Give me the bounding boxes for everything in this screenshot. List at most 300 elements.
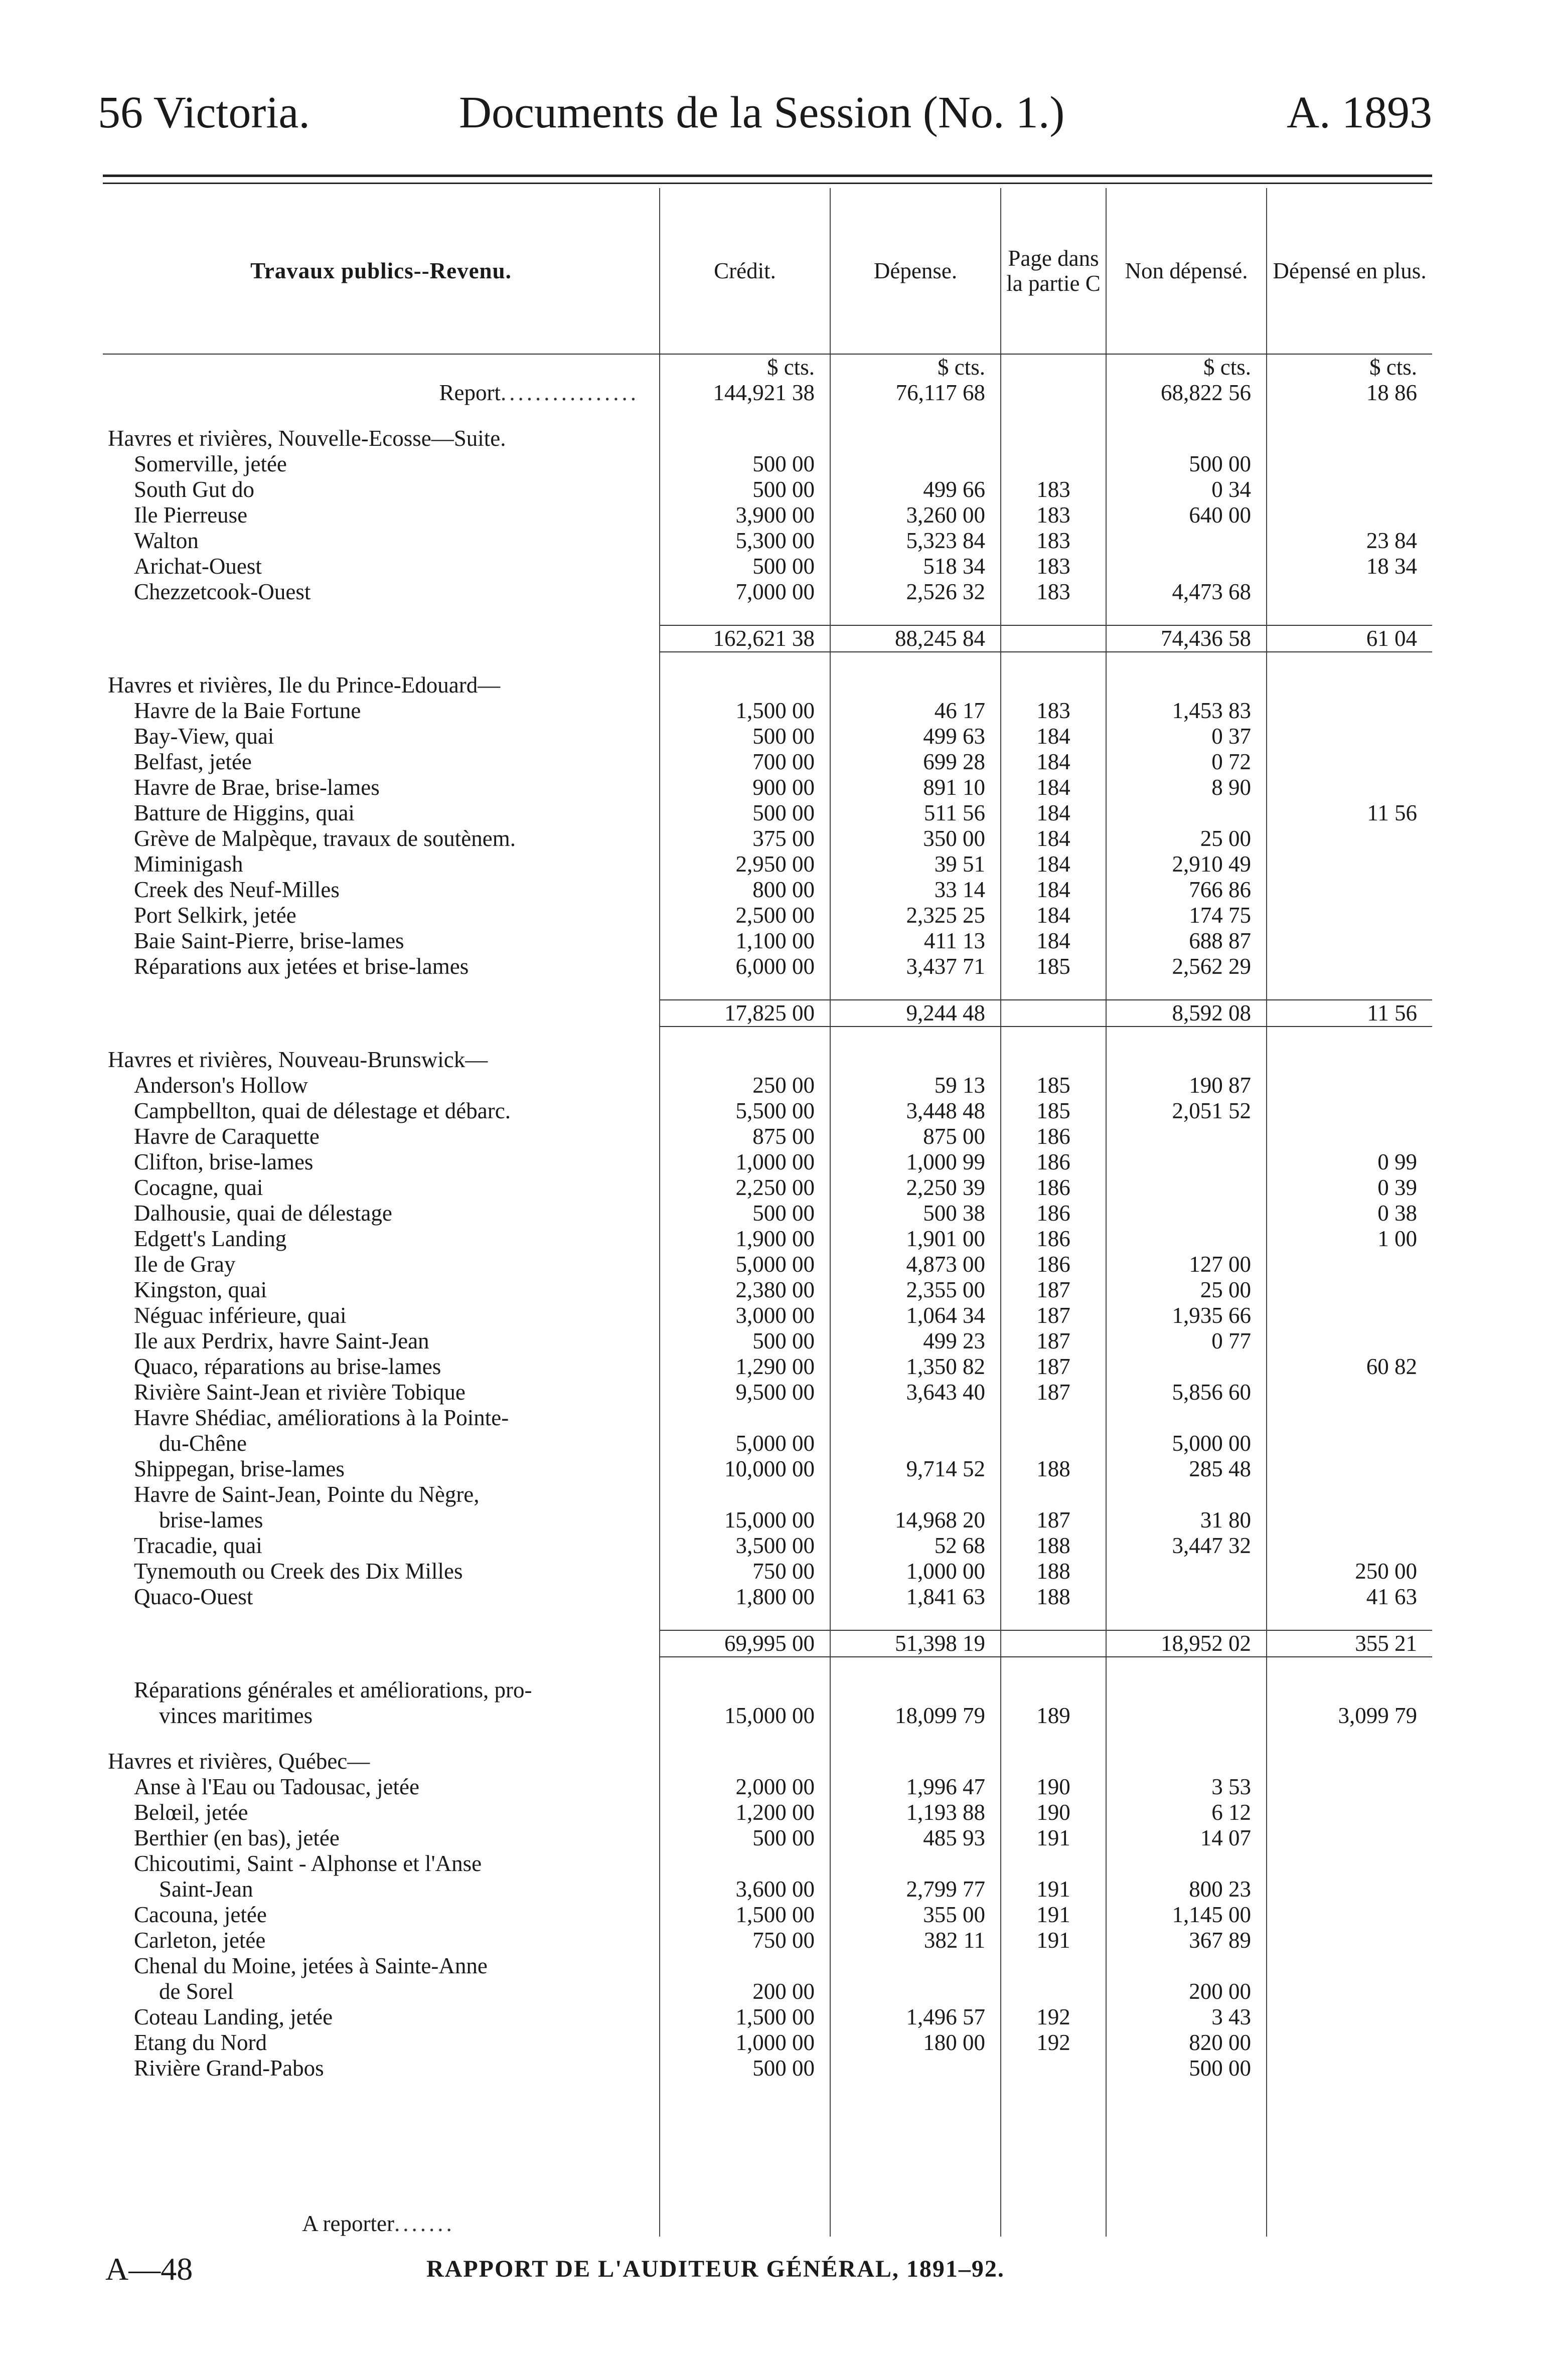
table-row-label: Cocagne, quai xyxy=(134,1175,263,1200)
table-row xyxy=(103,2030,1432,2056)
table-row-page: 191 xyxy=(1001,1902,1106,1928)
table-row xyxy=(103,698,1432,724)
table-row-en-plus xyxy=(1267,1073,1432,1098)
general-repairs-row-label: vinces maritimes xyxy=(159,1703,313,1728)
empty-cell xyxy=(1267,605,1432,625)
column-header-non-depense: Non dépensé. xyxy=(1106,188,1267,354)
empty-cell xyxy=(1106,426,1267,451)
empty-cell xyxy=(660,1657,830,1677)
spacer-cell xyxy=(103,1610,660,1630)
filler-row xyxy=(103,2081,1432,2211)
table-row-page: 184 xyxy=(1001,903,1106,928)
table-row-page: 186 xyxy=(1001,1252,1106,1277)
table-row-credit: 500 00 xyxy=(660,724,830,749)
table-row xyxy=(103,1825,1432,1851)
table-row-credit: 2,000 00 xyxy=(660,1774,830,1800)
table-row-non-depense xyxy=(1106,1354,1267,1380)
column-header-page: Page dans la partie C xyxy=(1001,188,1106,354)
spacer-row xyxy=(103,1657,1432,1677)
table-row-page: 185 xyxy=(1001,1073,1106,1098)
table-row-label: Cacouna, jetée xyxy=(134,1902,267,1927)
table-row-depense: 350 00 xyxy=(830,826,1001,852)
table-row-label: Belfast, jetée xyxy=(134,749,252,774)
units-row xyxy=(103,354,1432,380)
table-row-en-plus xyxy=(1267,928,1432,954)
report-row: Report................ 144,921 38 76,117 68 68,822 56 18 86 xyxy=(103,380,1432,406)
table-row-depense: 9,714 52 xyxy=(830,1456,1001,1482)
table-row-en-plus xyxy=(1267,852,1432,877)
table-row-en-plus xyxy=(1267,1098,1432,1124)
subtotal-row xyxy=(103,1000,1432,1027)
table-row-credit: 500 00 xyxy=(660,1201,830,1226)
table-row-depense xyxy=(830,1431,1001,1456)
table-row-page: 186 xyxy=(1001,1226,1106,1252)
table-row-label: Clifton, brise-lames xyxy=(134,1149,314,1174)
empty-cell xyxy=(1001,426,1106,451)
table-row-credit: 1,500 00 xyxy=(660,2004,830,2030)
table-row-label: Anderson's Hollow xyxy=(134,1073,308,1098)
unit-credit: $ cts. xyxy=(660,354,830,380)
empty-cell xyxy=(1106,672,1267,698)
empty-cell xyxy=(1106,406,1267,426)
table-row-page: 183 xyxy=(1001,477,1106,502)
table-row-depense: 499 63 xyxy=(830,724,1001,749)
section-heading: Havres et rivières, Ile du Prince-Edouard— xyxy=(108,672,501,698)
table-row-page: 184 xyxy=(1001,826,1106,852)
table-row-credit: 15,000 00 xyxy=(660,1507,830,1533)
spacer-row xyxy=(103,652,1432,672)
empty-cell xyxy=(830,1851,1001,1877)
table-row-page: 184 xyxy=(1001,800,1106,826)
table-row xyxy=(103,1584,1432,1610)
carry-forward-row xyxy=(103,2211,1432,2237)
column-header-depense: Dépense. xyxy=(830,188,1001,354)
table-row-en-plus xyxy=(1267,1277,1432,1303)
table-row-credit: 800 00 xyxy=(660,877,830,903)
table-row-depense: 2,526 32 xyxy=(830,579,1001,605)
table-row-depense: 33 14 xyxy=(830,877,1001,903)
table-row-en-plus xyxy=(1267,1774,1432,1800)
empty-cell xyxy=(1001,672,1106,698)
subtotal-label-cell xyxy=(103,1630,660,1657)
table-row-non-depense: 25 00 xyxy=(1106,826,1267,852)
empty-cell xyxy=(830,2081,1001,2211)
table-row-depense: 2,250 39 xyxy=(830,1175,1001,1201)
table-row-credit: 3,500 00 xyxy=(660,1533,830,1559)
unit-depense: $ cts. xyxy=(830,354,1001,380)
table-row-non-depense: 766 86 xyxy=(1106,877,1267,903)
empty-cell xyxy=(1001,1953,1106,1979)
table-row-en-plus: 0 38 xyxy=(1267,1201,1432,1226)
table-row xyxy=(103,1073,1432,1098)
table-row xyxy=(103,477,1432,502)
empty-cell xyxy=(1267,979,1432,1000)
table-row-depense: 1,350 82 xyxy=(830,1354,1001,1380)
table-row xyxy=(103,1928,1432,1953)
table-row xyxy=(103,1902,1432,1928)
table-row-credit: 1,900 00 xyxy=(660,1226,830,1252)
table-row-depense: 14,968 20 xyxy=(830,1507,1001,1533)
table-row-depense: 46 17 xyxy=(830,698,1001,724)
table-row-non-depense xyxy=(1106,1201,1267,1226)
table-row xyxy=(103,1303,1432,1328)
table-row xyxy=(103,1201,1432,1226)
unit-en-plus: $ cts. xyxy=(1267,354,1432,380)
table-row xyxy=(103,1380,1432,1405)
table-row-depense: 52 68 xyxy=(830,1533,1001,1559)
empty-cell xyxy=(1106,1851,1267,1877)
table-row-non-depense: 174 75 xyxy=(1106,903,1267,928)
table-row-depense: 2,799 77 xyxy=(830,1877,1001,1902)
empty-cell xyxy=(1267,1027,1432,1047)
table-row-label: Creek des Neuf-Milles xyxy=(134,877,340,902)
session-year: 56 Victoria. xyxy=(98,88,310,137)
table-row-label: Havre Shédiac, améliorations à la Pointe- xyxy=(134,1405,509,1430)
empty-cell xyxy=(1001,652,1106,672)
table-row xyxy=(103,775,1432,800)
table-row-en-plus xyxy=(1267,1380,1432,1405)
table-row-credit: 3,600 00 xyxy=(660,1877,830,1902)
table-row-page xyxy=(1001,1979,1106,2004)
table-row-label: Chenal du Moine, jetées à Sainte-Anne xyxy=(134,1953,488,1978)
spacer-row xyxy=(103,1729,1432,1749)
table-row-page: 191 xyxy=(1001,1825,1106,1851)
table-row-non-depense: 5,856 60 xyxy=(1106,1380,1267,1405)
table-row-label: Kingston, quai xyxy=(134,1277,267,1302)
table-row xyxy=(103,1277,1432,1303)
table-row-depense: 1,064 34 xyxy=(830,1303,1001,1328)
empty-cell xyxy=(1106,1610,1267,1630)
table-row-page: 186 xyxy=(1001,1149,1106,1175)
empty-cell xyxy=(660,1953,830,1979)
table-row-depense: 3,437 71 xyxy=(830,954,1001,979)
table-row-non-depense xyxy=(1106,554,1267,579)
empty-cell xyxy=(830,652,1001,672)
table-row-non-depense: 285 48 xyxy=(1106,1456,1267,1482)
table-row-depense: 411 13 xyxy=(830,928,1001,954)
section-heading-row xyxy=(103,1749,1432,1774)
table-row-page: 183 xyxy=(1001,698,1106,724)
subtotal-credit: 17,825 00 xyxy=(660,1000,830,1027)
table-row-page: 187 xyxy=(1001,1303,1106,1328)
table-row-credit: 700 00 xyxy=(660,749,830,775)
table-row xyxy=(103,749,1432,775)
empty-cell xyxy=(1106,1677,1267,1703)
table-row-credit: 375 00 xyxy=(660,826,830,852)
empty-cell xyxy=(1267,652,1432,672)
empty-cell xyxy=(1001,1482,1106,1507)
table-row-label: Saint-Jean xyxy=(159,1877,253,1902)
table-row-page: 183 xyxy=(1001,554,1106,579)
table-row-page: 191 xyxy=(1001,1877,1106,1902)
table-row-credit: 9,500 00 xyxy=(660,1380,830,1405)
empty-cell xyxy=(830,1027,1001,1047)
general-repairs-row xyxy=(103,1677,1432,1703)
empty-cell xyxy=(660,2211,830,2237)
table-row-non-depense: 6 12 xyxy=(1106,1800,1267,1825)
table-row-page: 184 xyxy=(1001,724,1106,749)
table-row xyxy=(103,1482,1432,1507)
page-number: A—48 xyxy=(105,2251,193,2287)
table-row xyxy=(103,1877,1432,1902)
table-row-depense: 1,000 00 xyxy=(830,1559,1001,1584)
table-row-label: Tracadie, quai xyxy=(134,1533,262,1558)
empty-cell xyxy=(1267,672,1432,698)
table-row xyxy=(103,1098,1432,1124)
table-row-en-plus: 0 99 xyxy=(1267,1149,1432,1175)
table-row-en-plus: 60 82 xyxy=(1267,1354,1432,1380)
accounts-table xyxy=(103,188,1432,2237)
subtotal-non-depense: 18,952 02 xyxy=(1106,1630,1267,1657)
subtotal-page xyxy=(1001,625,1106,652)
table-row-credit: 500 00 xyxy=(660,554,830,579)
subtotal-credit: 69,995 00 xyxy=(660,1630,830,1657)
table-row-non-depense xyxy=(1106,528,1267,554)
table-row-en-plus xyxy=(1267,1303,1432,1328)
subtotal-en-plus: 11 56 xyxy=(1267,1000,1432,1027)
table-row-label: Carleton, jetée xyxy=(134,1928,266,1953)
table-row-label: Havre de Saint-Jean, Pointe du Nègre, xyxy=(134,1482,480,1507)
table-row-credit: 1,200 00 xyxy=(660,1800,830,1825)
table-row-depense: 2,355 00 xyxy=(830,1277,1001,1303)
empty-cell xyxy=(1267,1677,1432,1703)
table-row-page: 183 xyxy=(1001,579,1106,605)
table-row-credit: 1,800 00 xyxy=(660,1584,830,1610)
table-row-depense: 1,193 88 xyxy=(830,1800,1001,1825)
spacer-cell xyxy=(103,406,660,426)
filler-cell xyxy=(103,2081,660,2211)
table-row-non-depense: 367 89 xyxy=(1106,1928,1267,1953)
spacer-cell xyxy=(103,1657,660,1677)
empty-cell xyxy=(660,1677,830,1703)
table-row-en-plus xyxy=(1267,2030,1432,2056)
table-row-en-plus xyxy=(1267,749,1432,775)
empty-cell xyxy=(1001,1729,1106,1749)
table-row-credit: 1,290 00 xyxy=(660,1354,830,1380)
spacer-row xyxy=(103,979,1432,1000)
table-row-en-plus xyxy=(1267,1431,1432,1456)
table-row-credit: 1,100 00 xyxy=(660,928,830,954)
table-row-depense: 699 28 xyxy=(830,749,1001,775)
empty-cell xyxy=(660,1405,830,1431)
empty-cell xyxy=(1267,1953,1432,1979)
empty-cell xyxy=(830,979,1001,1000)
empty-cell xyxy=(830,605,1001,625)
column-header-row xyxy=(103,188,1432,354)
table-row-page: 184 xyxy=(1001,928,1106,954)
page-footer xyxy=(105,2247,1430,2297)
table-row-en-plus xyxy=(1267,775,1432,800)
table-row-en-plus xyxy=(1267,1825,1432,1851)
section-heading: Havres et rivières, Nouveau-Brunswick— xyxy=(108,1047,488,1072)
empty-cell xyxy=(660,406,830,426)
table-row-label: Belœil, jetée xyxy=(134,1800,248,1825)
table-row-depense: 1,901 00 xyxy=(830,1226,1001,1252)
table-row-label: Arichat-Ouest xyxy=(134,554,262,579)
empty-cell xyxy=(1001,1610,1106,1630)
table-row xyxy=(103,1953,1432,1979)
table-row-credit: 500 00 xyxy=(660,477,830,502)
table-row-credit: 5,000 00 xyxy=(660,1252,830,1277)
table-row xyxy=(103,1226,1432,1252)
table-row-page: 191 xyxy=(1001,1928,1106,1953)
table-row-label: Anse à l'Eau ou Tadousac, jetée xyxy=(134,1774,419,1799)
table-row-label: brise-lames xyxy=(159,1507,263,1533)
table-row-credit: 875 00 xyxy=(660,1124,830,1149)
table-row-depense: 1,496 57 xyxy=(830,2004,1001,2030)
table-row xyxy=(103,1851,1432,1877)
empty-cell xyxy=(1001,1657,1106,1677)
table-row-credit: 500 00 xyxy=(660,800,830,826)
empty-cell xyxy=(1001,2081,1106,2211)
report-credit: 144,921 38 xyxy=(660,380,830,406)
table-row-page: 183 xyxy=(1001,528,1106,554)
table-row-depense: 499 23 xyxy=(830,1328,1001,1354)
subtotal-page xyxy=(1001,1630,1106,1657)
empty-cell xyxy=(830,672,1001,698)
table-row-en-plus xyxy=(1267,698,1432,724)
table-row-page: 192 xyxy=(1001,2004,1106,2030)
table-row-credit: 1,000 00 xyxy=(660,1149,830,1175)
empty-cell xyxy=(830,1953,1001,1979)
table-row-page: 187 xyxy=(1001,1328,1106,1354)
table-row-credit: 7,000 00 xyxy=(660,579,830,605)
table-row-depense: 39 51 xyxy=(830,852,1001,877)
table-row-en-plus: 250 00 xyxy=(1267,1559,1432,1584)
table-row-page: 192 xyxy=(1001,2030,1106,2056)
table-row-credit: 2,950 00 xyxy=(660,852,830,877)
table-row-non-depense: 8 90 xyxy=(1106,775,1267,800)
table-row xyxy=(103,451,1432,477)
table-row-label: Batture de Higgins, quai xyxy=(134,800,355,825)
table-row-label: Somerville, jetée xyxy=(134,451,287,476)
table-row-label: Walton xyxy=(134,528,199,553)
table-row-page: 188 xyxy=(1001,1584,1106,1610)
table-row-non-depense: 640 00 xyxy=(1106,502,1267,528)
table-row-en-plus xyxy=(1267,1979,1432,2004)
empty-cell xyxy=(830,1677,1001,1703)
table-row-depense xyxy=(830,2056,1001,2081)
empty-cell xyxy=(1106,652,1267,672)
table-row-non-depense: 190 87 xyxy=(1106,1073,1267,1098)
subtotal-credit: 162,621 38 xyxy=(660,625,830,652)
empty-cell xyxy=(660,1851,830,1877)
table-row-non-depense: 688 87 xyxy=(1106,928,1267,954)
subtotal-row xyxy=(103,1630,1432,1657)
table-row xyxy=(103,903,1432,928)
table-row xyxy=(103,1800,1432,1825)
subtotal-page xyxy=(1001,1000,1106,1027)
table-row-depense: 2,325 25 xyxy=(830,903,1001,928)
empty-cell xyxy=(1267,1851,1432,1877)
empty-cell xyxy=(660,1047,830,1073)
table-row-non-depense: 3,447 32 xyxy=(1106,1533,1267,1559)
document-title: Documents de la Session (No. 1.) xyxy=(459,88,1065,137)
table-row-label: Chicoutimi, Saint - Alphonse et l'Anse xyxy=(134,1851,482,1876)
table-row xyxy=(103,1252,1432,1277)
table-row-page: 183 xyxy=(1001,502,1106,528)
table-row-label: Havre de la Baie Fortune xyxy=(134,698,361,723)
table-row-label: de Sorel xyxy=(159,1979,234,2004)
table-row-depense xyxy=(830,451,1001,477)
table-row-non-depense xyxy=(1106,1584,1267,1610)
section-heading-row xyxy=(103,426,1432,451)
table-row-depense: 382 11 xyxy=(830,1928,1001,1953)
table-row-label: Coteau Landing, jetée xyxy=(134,2004,333,2029)
table-row-label: Quaco, réparations au brise-lames xyxy=(134,1354,441,1379)
empty-cell xyxy=(1267,1610,1432,1630)
general-repairs-row xyxy=(103,1703,1432,1729)
table-row-credit: 500 00 xyxy=(660,451,830,477)
empty-cell xyxy=(1001,1749,1106,1774)
table-row-label: South Gut do xyxy=(134,477,255,502)
header-rule-thick xyxy=(103,175,1432,177)
table-row-en-plus xyxy=(1267,954,1432,979)
section-heading: Havres et rivières, Québec— xyxy=(108,1749,370,1774)
section-heading-row xyxy=(103,1047,1432,1073)
table-row-non-depense: 14 07 xyxy=(1106,1825,1267,1851)
empty-cell xyxy=(830,1405,1001,1431)
table-row-credit: 250 00 xyxy=(660,1073,830,1098)
subtotal-non-depense: 74,436 58 xyxy=(1106,625,1267,652)
empty-cell xyxy=(1001,1851,1106,1877)
table-row-page: 184 xyxy=(1001,877,1106,903)
table-row-label: Etang du Nord xyxy=(134,2030,267,2055)
empty-cell xyxy=(1001,406,1106,426)
table-row-non-depense xyxy=(1106,1149,1267,1175)
table-row xyxy=(103,554,1432,579)
table-row-page: 184 xyxy=(1001,749,1106,775)
table-row-label: Berthier (en bas), jetée xyxy=(134,1825,340,1850)
table-row-page xyxy=(1001,1431,1106,1456)
table-row-en-plus xyxy=(1267,1928,1432,1953)
table-row-label: Campbellton, quai de délestage et débarc. xyxy=(134,1098,511,1123)
empty-cell xyxy=(1267,1405,1432,1431)
table-row xyxy=(103,1774,1432,1800)
table-row xyxy=(103,928,1432,954)
table-row-en-plus xyxy=(1267,1124,1432,1149)
table-row-en-plus: 11 56 xyxy=(1267,800,1432,826)
table-row-depense: 500 38 xyxy=(830,1201,1001,1226)
table-row-en-plus xyxy=(1267,2056,1432,2081)
table-row xyxy=(103,1507,1432,1533)
empty-cell xyxy=(1267,1657,1432,1677)
table-row xyxy=(103,1124,1432,1149)
table-row-non-depense: 2,910 49 xyxy=(1106,852,1267,877)
empty-cell xyxy=(660,605,830,625)
table-row-credit: 2,500 00 xyxy=(660,903,830,928)
table-row-non-depense xyxy=(1106,1559,1267,1584)
table-row-en-plus xyxy=(1267,1456,1432,1482)
table-row-en-plus xyxy=(1267,1533,1432,1559)
table-row xyxy=(103,1431,1432,1456)
table-row-label: Bay-View, quai xyxy=(134,724,274,749)
table-row-en-plus xyxy=(1267,2004,1432,2030)
empty-cell xyxy=(830,1657,1001,1677)
empty-cell xyxy=(830,1749,1001,1774)
table-row-non-depense: 3 53 xyxy=(1106,1774,1267,1800)
table-row-en-plus xyxy=(1267,1252,1432,1277)
table-row-credit: 1,500 00 xyxy=(660,1902,830,1928)
table-row-non-depense: 3 43 xyxy=(1106,2004,1267,2030)
table-row-page: 186 xyxy=(1001,1124,1106,1149)
column-header-en-plus: Dépensé en plus. xyxy=(1267,188,1432,354)
table-row-non-depense: 500 00 xyxy=(1106,2056,1267,2081)
empty-cell xyxy=(1001,1405,1106,1431)
empty-cell xyxy=(1106,2081,1267,2211)
empty-cell xyxy=(1267,1047,1432,1073)
subtotal-en-plus: 61 04 xyxy=(1267,625,1432,652)
